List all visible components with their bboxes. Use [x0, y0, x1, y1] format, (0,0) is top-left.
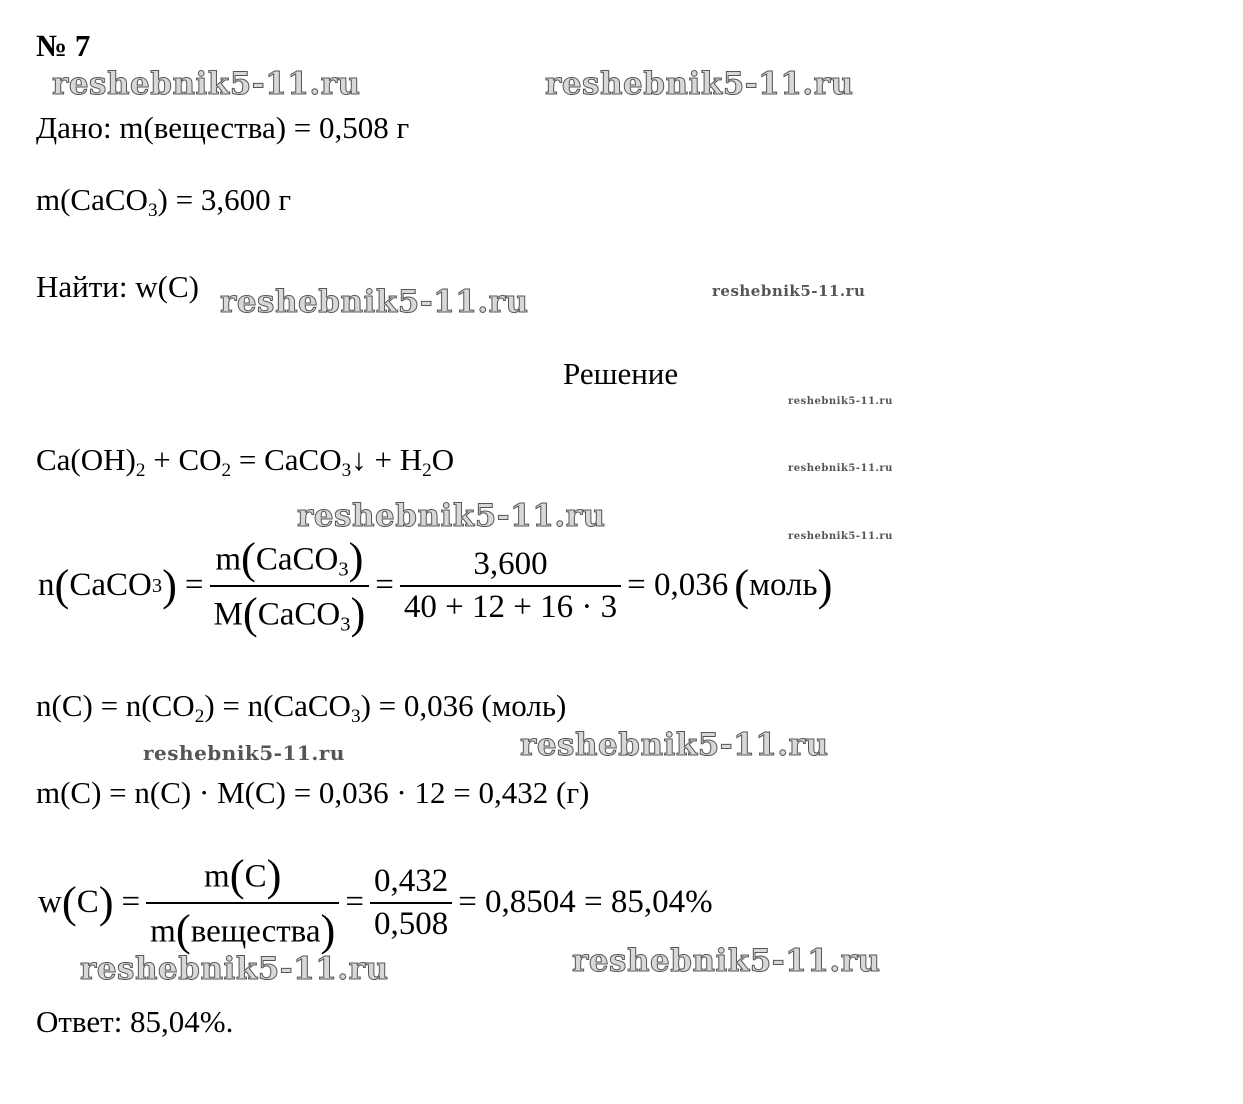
- problem-number: № 7: [36, 28, 91, 63]
- watermark: reshebnik5-11.ru: [52, 66, 361, 102]
- watermark: reshebnik5-11.ru: [788, 463, 893, 474]
- mass-carbon-equation: m(C) = n(C) · M(C) = 0,036 · 12 = 0,432 (г): [36, 775, 590, 810]
- watermark: reshebnik5-11.ru: [712, 282, 866, 300]
- watermark: reshebnik5-11.ru: [143, 741, 345, 765]
- watermark: reshebnik5-11.ru: [520, 727, 829, 763]
- solution-title: Решение: [563, 356, 679, 391]
- answer-line: Ответ: 85,04%.: [36, 1004, 234, 1039]
- watermark: reshebnik5-11.ru: [220, 284, 529, 320]
- fraction-mass-over-molar: $\frac{m(CaCO_3)}{M(CaCO_3)}$: [210, 535, 370, 637]
- given-mass-substance: Дано: m(вещества) = 0,508 г: [36, 110, 410, 145]
- watermark: reshebnik5-11.ru: [297, 498, 606, 534]
- fraction-numeric: $\frac{0,432}{0,508}$: [370, 864, 452, 941]
- watermark: reshebnik5-11.ru: [788, 396, 893, 407]
- watermark: reshebnik5-11.ru: [572, 943, 881, 979]
- fraction-numeric: $\frac{3,600}{40 + 12 + 16 \cdot 3}$: [400, 547, 621, 624]
- moles-caco3-equation: n ( CaCO 3 ) = $\frac{m(CaCO_3)}{M(CaCO_3)}$ = $\frac{3,600}{40 + 12 + 16 \cdot 3}$ = 0,036 ( моль ): [38, 533, 833, 638]
- watermark: reshebnik5-11.ru: [788, 531, 893, 542]
- given-mass-caco3: m(CaCO$_3$) = 3,600 г: [36, 182, 292, 221]
- reaction-equation: $Ca(OH)_2 + CO_2$ = CaCO$_3$↓ + $H_2O$: [36, 442, 455, 481]
- watermark: reshebnik5-11.ru: [80, 951, 389, 987]
- watermark: reshebnik5-11.ru: [545, 66, 854, 102]
- find-line: Найти: w(C): [36, 269, 199, 304]
- fraction-mass-carbon-over-mass-substance: $\frac{m(C)}{\text{m(вещества)}}$: [146, 852, 339, 954]
- moles-carbon-equation: $n(C) = n(CO_2)$ = n(CaCO$_3$) = 0,036 (моль): [36, 688, 567, 727]
- mass-fraction-equation: w ( C ) = $\frac{m(C)}{\text{m(вещества)}}$ = $\frac{0,432}{0,508}$ = 0,8504 = 85,04%: [38, 850, 713, 955]
